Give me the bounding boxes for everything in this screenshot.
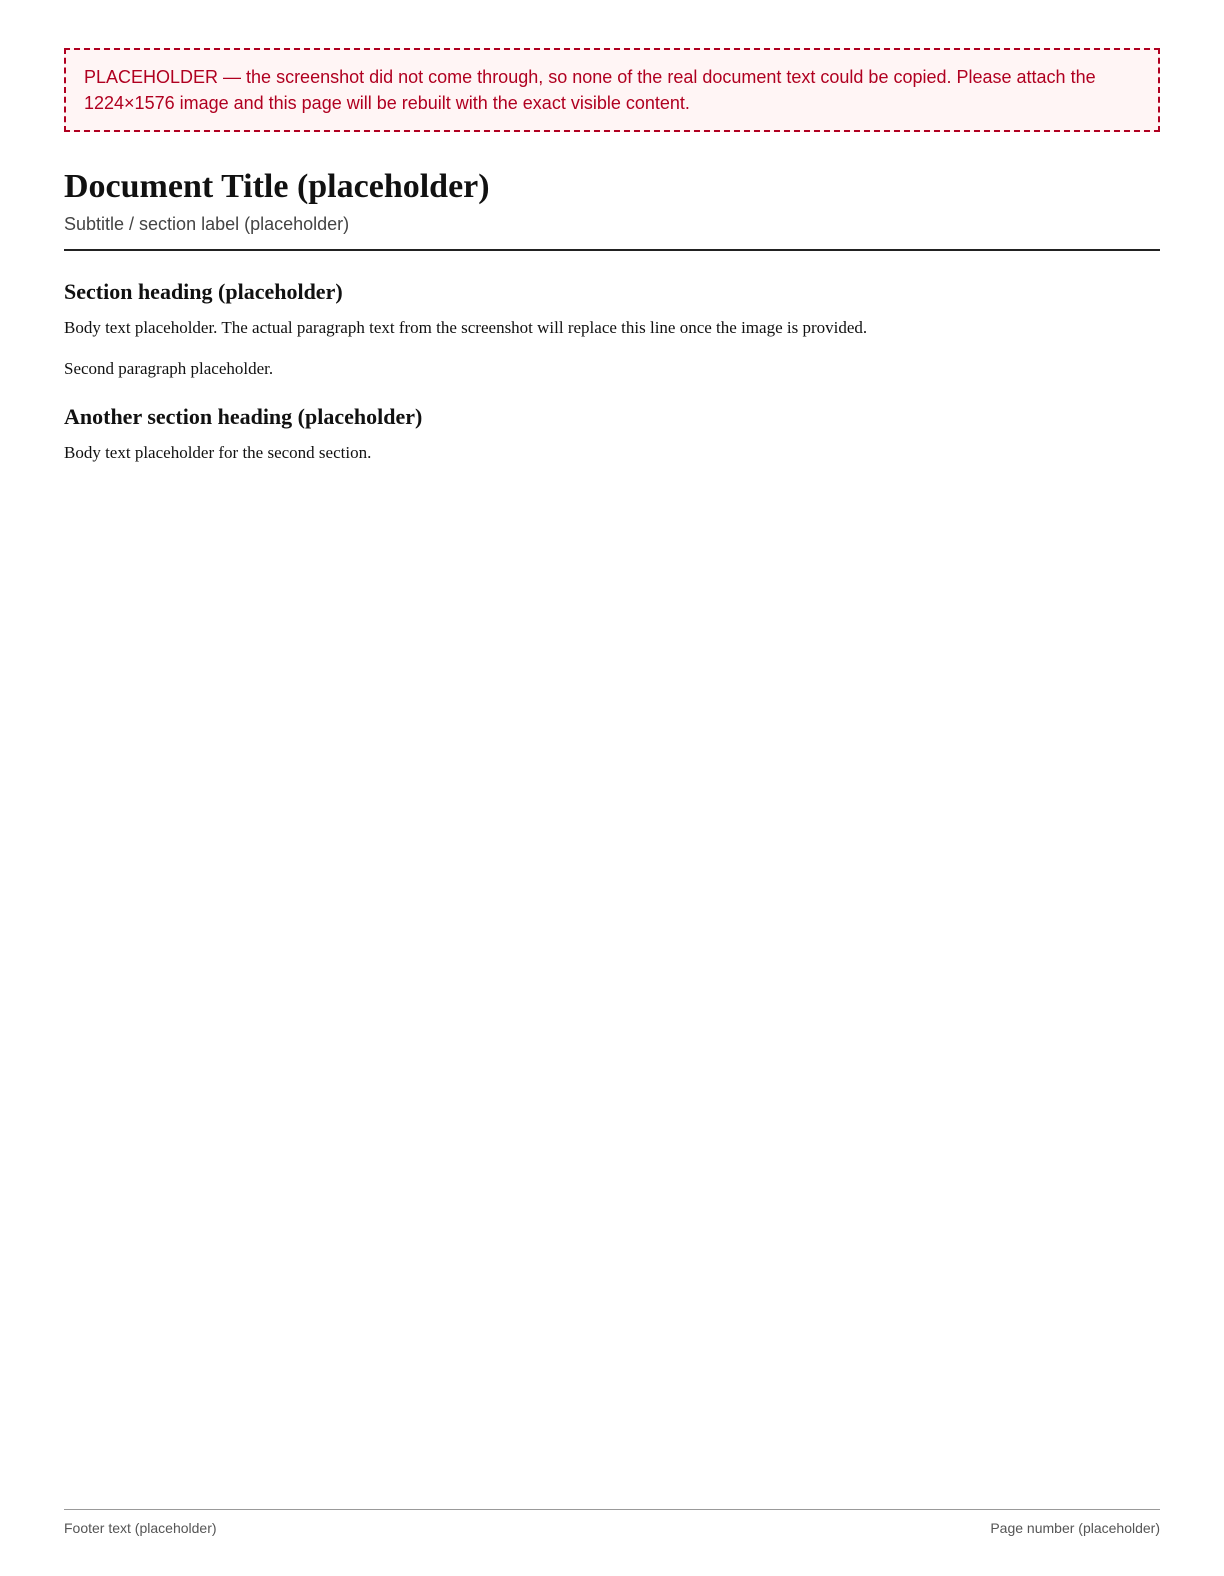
page-number: Page number (placeholder) — [990, 1520, 1160, 1536]
document-subtitle: Subtitle / section label (placeholder) — [64, 214, 350, 235]
section-heading: Section heading (placeholder) — [64, 279, 343, 305]
paragraph: Body text placeholder. The actual paragraph text from the screenshot will replace this line once the image is provided. — [64, 318, 868, 338]
page-footer — [64, 1509, 1160, 1536]
paragraph: Body text placeholder for the second section. — [64, 442, 372, 462]
document-title: Document Title (placeholder) — [64, 168, 490, 206]
missing-image-notice: PLACEHOLDER — the screenshot did not come through, so none of the real document text could be copied. Please attach the 1224×1576 image and this page will be rebuilt with the exact visible content. — [64, 48, 1160, 132]
section-2 — [64, 404, 1160, 466]
footer-text: Footer text (placeholder) — [64, 1520, 217, 1536]
document-header — [64, 168, 1160, 251]
section-heading: Another section heading (placeholder) — [64, 403, 423, 429]
section-1 — [64, 279, 1160, 382]
paragraph: Second paragraph placeholder. — [64, 358, 274, 378]
